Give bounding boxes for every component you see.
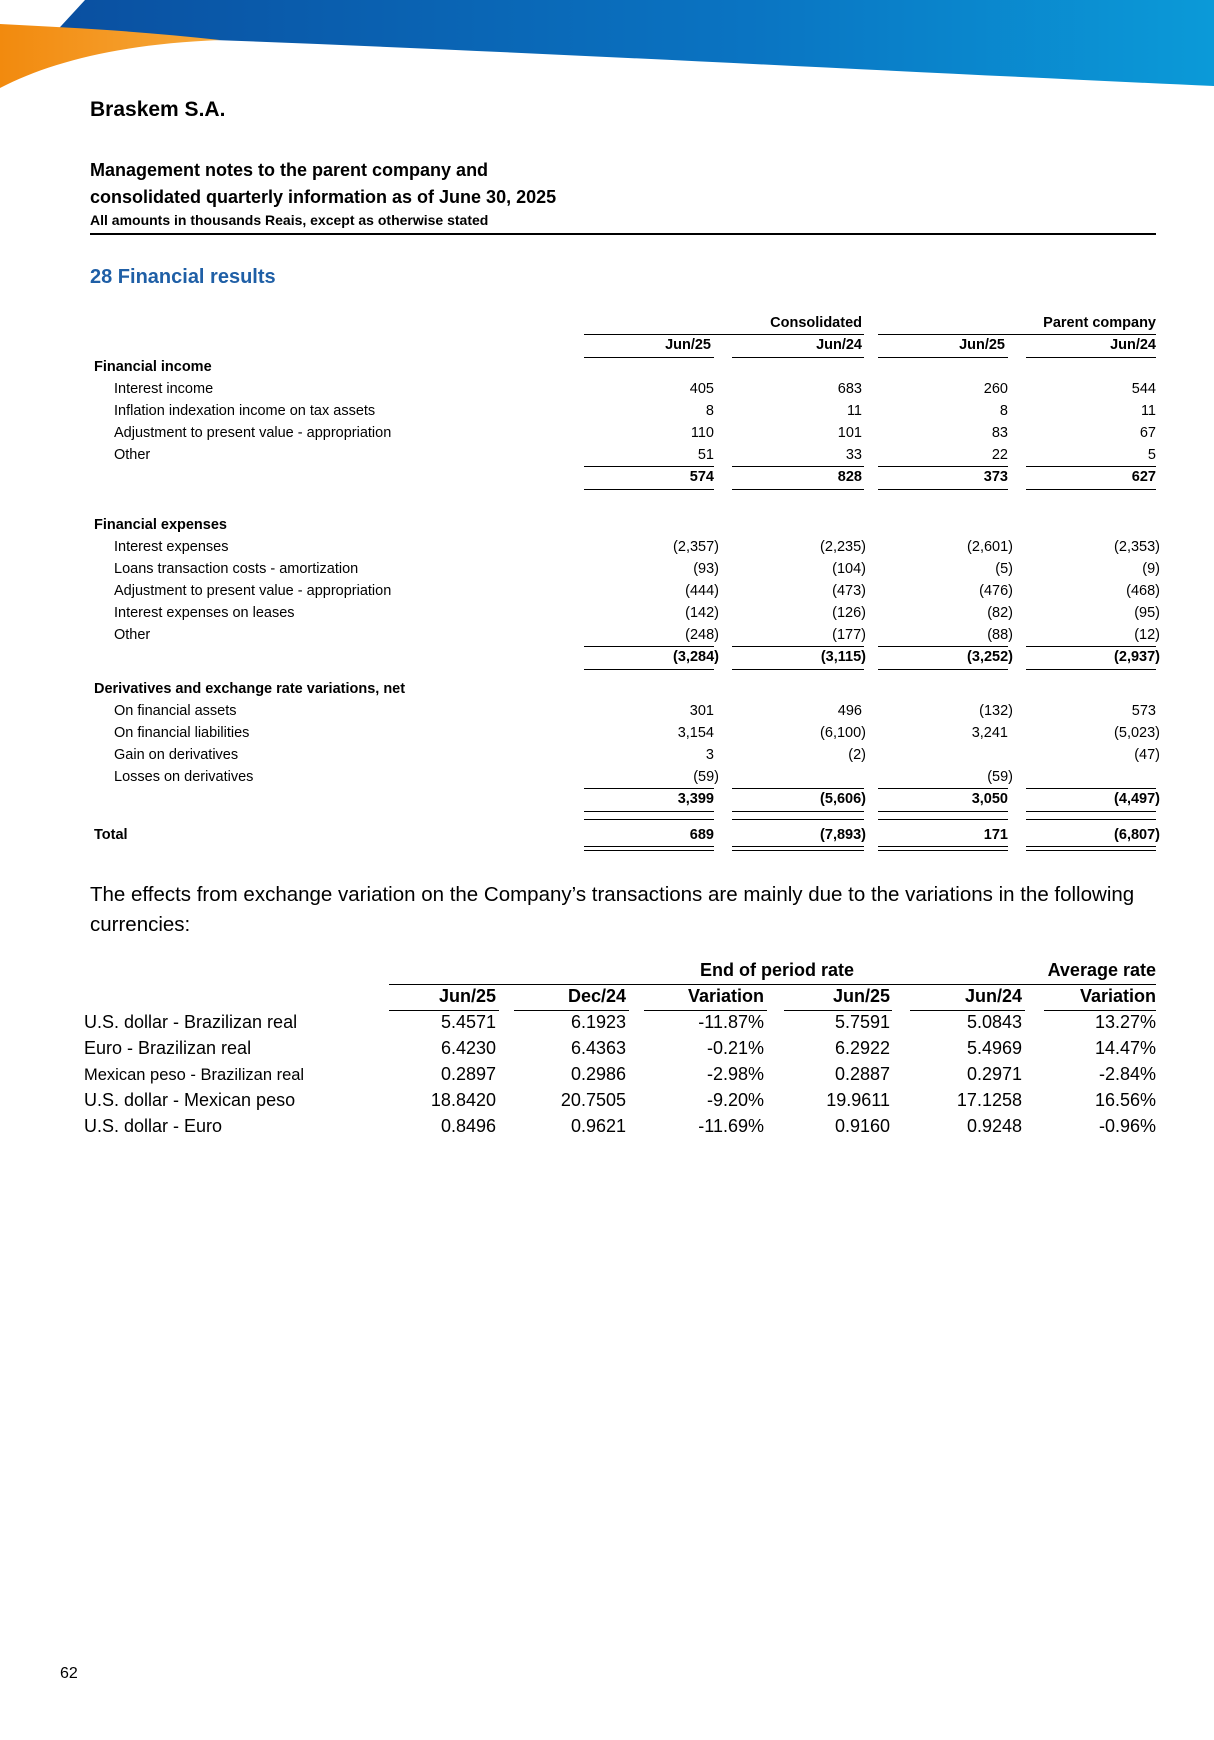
row-label: U.S. dollar - Euro [84, 1116, 223, 1136]
col-header: Jun/25 [438, 986, 496, 1006]
amounts-note: All amounts in thousands Reais, except as otherwise stated [90, 212, 489, 228]
cell: (444) [685, 583, 719, 599]
total-cell: 171 [983, 827, 1008, 843]
section-label: Derivatives and exchange rate variations, net [94, 681, 406, 697]
cell: 683 [837, 381, 862, 397]
table-row [84, 1010, 1156, 1036]
cell: (132) [979, 703, 1013, 719]
subtotal-cell: (2,937) [1114, 649, 1160, 665]
cell: 3 [705, 747, 714, 763]
table-row [90, 700, 1156, 722]
row-label: Adjustment to present value - appropriation [114, 425, 392, 441]
subtotal-cell: 3,050 [971, 791, 1008, 807]
cell: (2,235) [820, 539, 866, 555]
cell: 33 [845, 447, 862, 463]
cell: 13.27% [1094, 1012, 1156, 1032]
cell: 6.2922 [834, 1038, 890, 1058]
cell: 3,154 [677, 725, 714, 741]
table-row [90, 558, 1160, 580]
group-header-end-period: End of period rate [699, 960, 854, 980]
table-row [90, 722, 1160, 744]
cell: -11.69% [698, 1116, 764, 1136]
total-cell: 689 [689, 827, 714, 843]
subtotal-cell: 3,399 [677, 791, 714, 807]
cell: 5.4571 [440, 1012, 496, 1032]
financial-results-table [90, 312, 1160, 850]
cell: 0.2897 [440, 1064, 496, 1084]
col-header: Jun/25 [959, 337, 1005, 353]
cell: -2.84% [1098, 1064, 1156, 1084]
company-name: Braskem S.A. [90, 98, 226, 121]
cell: 0.9621 [570, 1116, 626, 1136]
cell: (9) [1142, 561, 1160, 577]
subtotal-cell: 373 [983, 469, 1008, 485]
cell: (6,100) [820, 725, 866, 741]
cell: 67 [1139, 425, 1156, 441]
row-label: Interest expenses on leases [114, 605, 295, 621]
cell: (2,353) [1114, 539, 1160, 555]
cell: 110 [690, 425, 714, 441]
table-row [90, 400, 1156, 422]
row-label: Adjustment to present value - appropriation [114, 583, 392, 599]
cell: 19.9611 [826, 1090, 890, 1110]
table-row [84, 1088, 1156, 1114]
cell: 6.1923 [570, 1012, 626, 1032]
row-label: U.S. dollar - Mexican peso [84, 1090, 296, 1110]
total-row [90, 824, 1160, 850]
cell: 3,241 [971, 725, 1008, 741]
cell: 5.4969 [966, 1038, 1022, 1058]
subtotal-cell: (5,606) [820, 791, 866, 807]
section-title: 28 Financial results [90, 266, 276, 288]
subtotal-cell: (3,115) [820, 649, 866, 665]
cell: 6.4230 [440, 1038, 496, 1058]
section-label: Financial expenses [94, 517, 227, 533]
column-header-row [84, 984, 1156, 1010]
column-header-row [90, 334, 1156, 356]
subtotal-cell: (4,497) [1114, 791, 1160, 807]
cell: 20.7505 [560, 1090, 626, 1110]
row-label: U.S. dollar - Brazilizan real [84, 1012, 298, 1032]
total-label: Total [94, 827, 128, 843]
col-header: Jun/24 [964, 986, 1022, 1006]
cell: (12) [1134, 627, 1160, 643]
subtitle-line-2: consolidated quarterly information as of June 30, 2025 [90, 187, 557, 207]
cell: 51 [697, 447, 714, 463]
cell: -0.21% [706, 1038, 764, 1058]
row-label: Mexican peso - Brazilizan real [84, 1066, 305, 1084]
subtotal-cell: 828 [837, 469, 862, 485]
cell: 5 [1147, 447, 1156, 463]
cell: 83 [991, 425, 1008, 441]
table-row [90, 602, 1160, 624]
cell: 101 [837, 425, 862, 441]
table-row [84, 1036, 1156, 1062]
header-divider [90, 233, 1156, 235]
cell: -11.87% [698, 1012, 764, 1032]
table-row [90, 444, 1156, 466]
row-label: On financial liabilities [114, 725, 250, 741]
cell: 5.7591 [834, 1012, 890, 1032]
row-label: Gain on derivatives [114, 747, 239, 763]
cell: (177) [832, 627, 866, 643]
row-label: Inflation indexation income on tax assets [114, 403, 376, 419]
cell: (248) [685, 627, 719, 643]
cell: 11 [1140, 403, 1156, 419]
table-row [90, 514, 1156, 536]
section-label: Financial income [94, 359, 212, 375]
cell: (2,601) [967, 539, 1013, 555]
row-label: Other [114, 627, 151, 643]
currency-rates-table [84, 958, 1156, 1140]
cell: 0.8496 [440, 1116, 496, 1136]
group-header-row [84, 958, 1156, 984]
cell: (468) [1126, 583, 1160, 599]
cell: (59) [693, 769, 719, 785]
cell: (104) [832, 561, 866, 577]
subtotal-cell: 574 [689, 469, 714, 485]
cell: -2.98% [706, 1064, 764, 1084]
subtotal-cell: (3,252) [967, 649, 1013, 665]
cell: 301 [689, 703, 714, 719]
table-row [90, 422, 1156, 444]
cell: 0.2971 [966, 1064, 1022, 1084]
cell: (2,357) [673, 539, 719, 555]
total-cell: (7,893) [820, 827, 866, 843]
subtotal-row [90, 646, 1160, 672]
cell: 14.47% [1094, 1038, 1156, 1058]
cell: 544 [1131, 381, 1156, 397]
cell: 22 [991, 447, 1008, 463]
cell: 8 [705, 403, 714, 419]
table-row [84, 1114, 1156, 1140]
exchange-variation-paragraph: The effects from exchange variation on the Company’s transactions are mainly due to the variations in the following currencies: [90, 883, 1135, 936]
row-label: Other [114, 447, 151, 463]
cell: 6.4363 [570, 1038, 626, 1058]
cell: (93) [693, 561, 719, 577]
col-header: Dec/24 [567, 986, 626, 1006]
cell: (47) [1134, 747, 1160, 763]
table-row [90, 624, 1160, 646]
cell: (473) [832, 583, 866, 599]
row-label: On financial assets [114, 703, 237, 719]
col-header: Jun/24 [1110, 337, 1156, 353]
cell: (142) [685, 605, 719, 621]
row-label: Losses on derivatives [114, 769, 254, 785]
cell: 8 [999, 403, 1008, 419]
cell: 260 [983, 381, 1008, 397]
table-row [90, 356, 1156, 378]
cell: 405 [689, 381, 714, 397]
col-header: Jun/24 [816, 337, 862, 353]
subtotal-row [90, 788, 1160, 814]
row-label: Interest income [114, 381, 214, 397]
cell: (88) [987, 627, 1013, 643]
page-number: 62 [60, 1665, 78, 1682]
subtotal-cell: 627 [1131, 469, 1156, 485]
cell: (476) [979, 583, 1013, 599]
subtitle-line-1: Management notes to the parent company and [90, 160, 489, 180]
cell: (5,023) [1114, 725, 1160, 741]
header-banner [0, 0, 1214, 95]
cell: 573 [1131, 703, 1156, 719]
cell: 496 [837, 703, 862, 719]
group-header-consolidated: Consolidated [770, 315, 862, 331]
row-label: Euro - Brazilizan real [84, 1038, 252, 1058]
table-row [84, 1062, 1156, 1088]
cell: (2) [848, 747, 866, 763]
subtotal-row [90, 466, 1156, 492]
col-header: Variation [687, 986, 764, 1006]
cell: 0.9248 [966, 1116, 1022, 1136]
group-header-average: Average rate [1047, 960, 1156, 980]
table-row [90, 678, 1156, 700]
group-header-parent: Parent company [1043, 315, 1156, 331]
group-header-row [90, 312, 1156, 334]
cell: 16.56% [1094, 1090, 1156, 1110]
table-row [90, 744, 1160, 766]
cell: 0.2887 [834, 1064, 890, 1084]
cell: -9.20% [706, 1090, 764, 1110]
cell: -0.96% [1098, 1116, 1156, 1136]
cell: 0.2986 [570, 1064, 626, 1084]
col-header: Jun/25 [832, 986, 890, 1006]
subtotal-cell: (3,284) [673, 649, 719, 665]
cell: (82) [987, 605, 1013, 621]
col-header: Variation [1079, 986, 1156, 1006]
table-row [90, 580, 1160, 602]
table-row [90, 536, 1160, 558]
cell: (5) [995, 561, 1013, 577]
cell: 17.1258 [956, 1090, 1022, 1110]
cell: (95) [1134, 605, 1160, 621]
cell: 0.9160 [834, 1116, 890, 1136]
cell: 11 [846, 403, 862, 419]
total-cell: (6,807) [1114, 827, 1160, 843]
table-row [90, 378, 1156, 400]
cell: (126) [832, 605, 866, 621]
cell: 18.8420 [430, 1090, 496, 1110]
document-subtitle [90, 157, 556, 211]
table-row [90, 766, 1156, 788]
row-label: Interest expenses [114, 539, 229, 555]
cell: (59) [987, 769, 1013, 785]
row-label: Loans transaction costs - amortization [114, 561, 359, 577]
col-header: Jun/25 [665, 337, 711, 353]
cell: 5.0843 [966, 1012, 1022, 1032]
